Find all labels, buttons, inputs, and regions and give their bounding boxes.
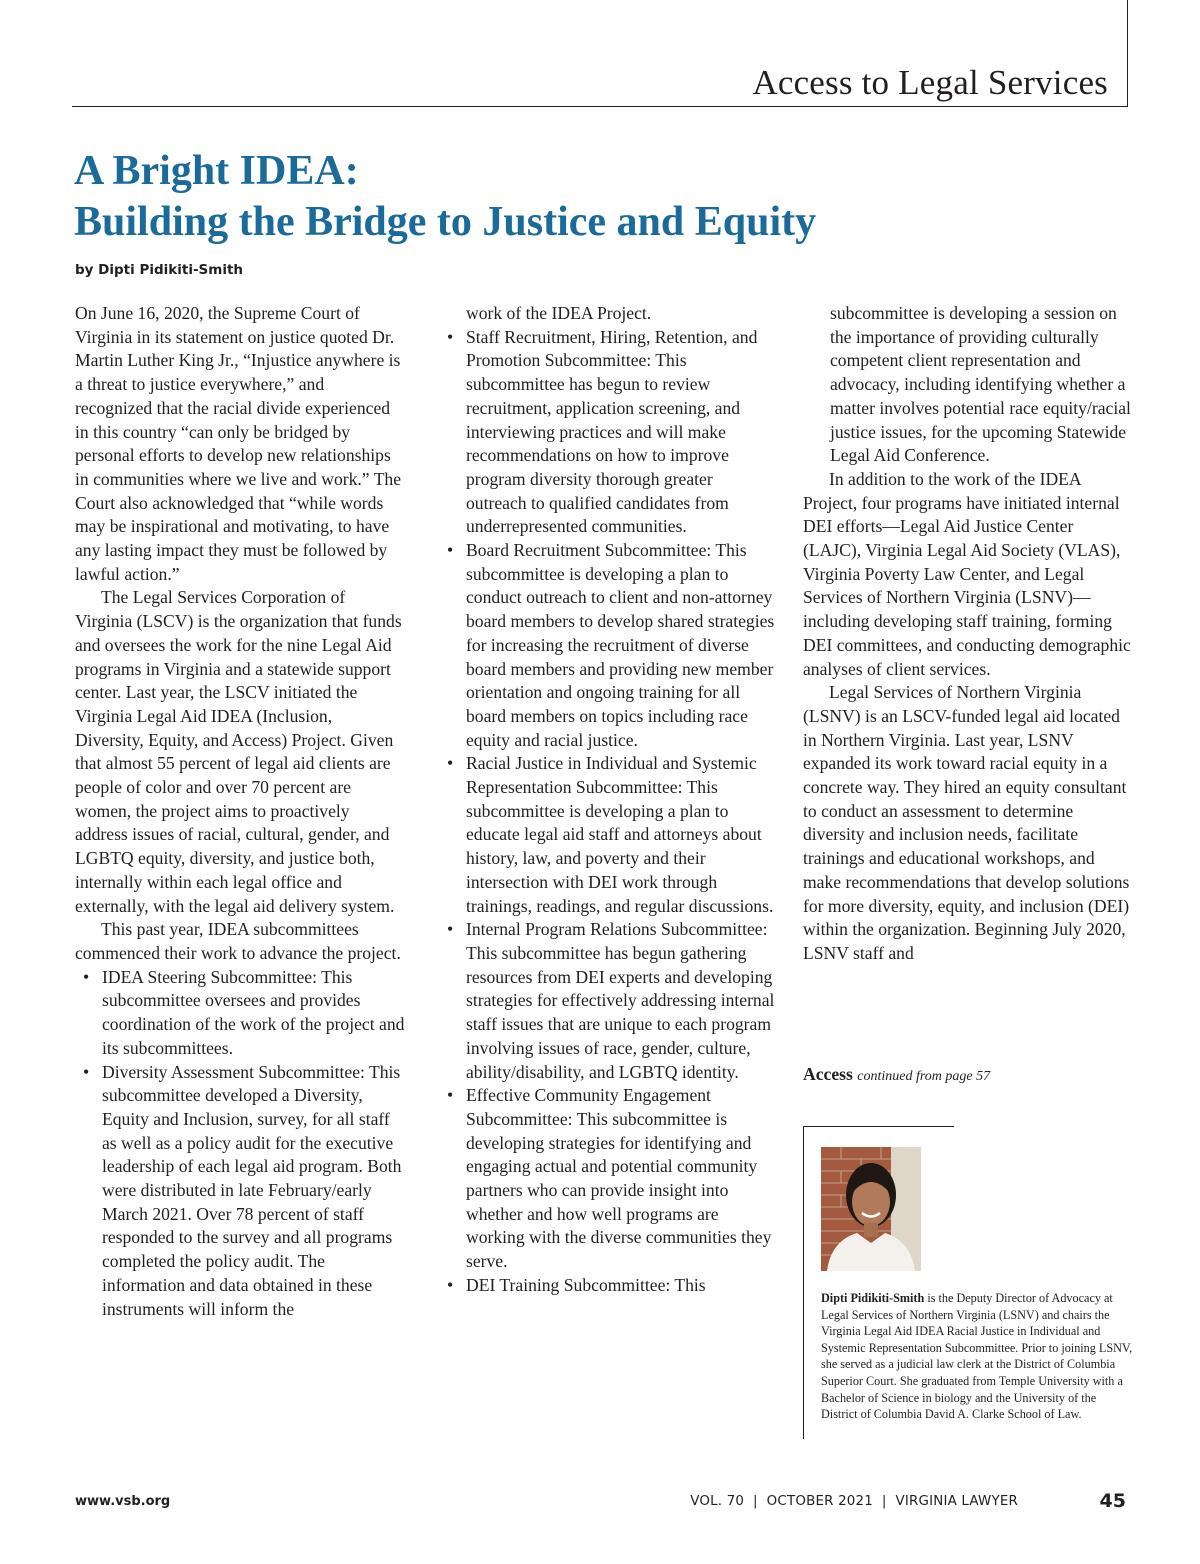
footer-issue: VOL. 70 | OCTOBER 2021 | VIRGINIA LAWYER xyxy=(690,1494,1018,1509)
author-bio-box xyxy=(803,1126,1133,1439)
column-3 xyxy=(803,302,1133,966)
article-title-line-1: A Bright IDEA: xyxy=(74,148,359,194)
list-item: • Internal Program Relations Subcommittee: This subcommittee has begun gathering resources from DEI experts and developing strategies for effectively addressing internal staff issues that are unique to each program involving issues of race, gender, culture, ability/disability, and LGBTQ identity. xyxy=(466,918,776,1084)
list-item: • Board Recruitment Subcommittee: This subcommittee is developing a plan to conduct outreach to client and non-attorney board members to develop shared strategies for increasing the recruitment of diverse board members and providing new member orientation and ongoing training for all board members on topics including race equity and racial justice. xyxy=(466,539,776,752)
section-label: Access to Legal Services xyxy=(752,63,1108,102)
author-bio-text: is the Deputy Director of Advocacy at Legal Services of Northern Virginia (LSNV) and chairs the Virginia Legal Aid IDEA Racial Justice in Individual and Systemic Representation Subcommittee. Prior to joining LSNV, she served as a judicial law clerk at the District of Columbia Superior Court. She graduated from Temple University with a Bachelor of Science in biology and the University of the District of Columbia David A. Clarke School of Law. xyxy=(821,1291,1133,1422)
article-title-line-2: Building the Bridge to Justice and Equity xyxy=(74,199,817,245)
paragraph: Legal Services of Northern Virginia (LSNV) is an LSCV-funded legal aid located in Northern Virginia. Last year, LSNV expanded its work toward racial equity in a concrete way. They hired an equity consultant to conduct an assessment to determine diversity and inclusion needs, facilitate trainings and educational workshops, and make recommendations that develop solutions for more diversity, equity, and inclusion (DEI) within the organization. Beginning July 2020, LSNV staff and xyxy=(803,682,1130,963)
author-bio xyxy=(821,1290,1133,1423)
continued-list-item: work of the IDEA Project. xyxy=(466,303,652,323)
list-item: • IDEA Steering Subcommittee: This subcommittee oversees and provides coordination of the work of the project and its subcommittees. xyxy=(75,966,405,1061)
author-photo xyxy=(821,1147,921,1271)
list-item: • Diversity Assessment Subcommittee: This subcommittee developed a Diversity, Equity and Inclusion, survey, for all staff as well as a policy audit for the executive leadership of each legal aid program. Both were distributed in late February/early March 2021. Over 78 percent of staff responded to the survey and all programs completed the policy audit. The information and data obtained in these instruments will inform the xyxy=(75,1061,405,1322)
continued-list-item: subcommittee is developing a session on the importance of providing culturally competent client representation and advocacy, including identifying whether a matter involves potential race equity/racial justice issues, for the upcoming Statewide Legal Aid Conference. xyxy=(830,303,1131,466)
column-2 xyxy=(466,302,776,1298)
header-rule xyxy=(72,106,1128,107)
continuation-reference xyxy=(803,1064,990,1085)
paragraph: On June 16, 2020, the Supreme Court of Virginia in its statement on justice quoted Dr. Martin Luther King Jr., “Injustice anywhere is a threat to justice everywhere,” and recognized that the racial divide experienced in this country “can only be bridged by personal efforts to develop new relationships in communities where we live and work.” The Court also acknowledged that “while words may be inspirational and motivating, to have any lasting impact they must be followed by lawful action.” xyxy=(75,303,402,584)
paragraph: In addition to the work of the IDEA Project, four programs have initiated internal DEI efforts—Legal Aid Justice Center (LAJC), Virginia Legal Aid Society (VLAS), Virginia Poverty Law Center, and Legal Services of Northern Virginia (LSNV)—including developing staff training, forming DEI committees, and conducting demographic analyses of client services. xyxy=(803,468,1131,679)
page-number: 45 xyxy=(1099,1490,1126,1512)
subcommittee-list xyxy=(75,966,405,1322)
byline: by Dipti Pidikiti-Smith xyxy=(75,262,244,278)
subcommittee-list xyxy=(466,326,776,1298)
list-item: • Staff Recruitment, Hiring, Retention, and Promotion Subcommittee: This subcommittee has begun to review recruitment, application screening, and interviewing practices and will make recommendations on how to improve program diversity thorough greater outreach to qualified candidates from underrepresented communities. xyxy=(466,326,776,539)
article-title xyxy=(74,146,816,248)
footer-website: www.vsb.org xyxy=(75,1494,171,1509)
list-item: • Effective Community Engagement Subcommittee: This subcommittee is developing strategies for identifying and engaging actual and potential community partners who can provide insight into whether and how well programs are working with the diverse communities they serve. xyxy=(466,1084,776,1274)
list-item: • DEI Training Subcommittee: This xyxy=(466,1274,776,1298)
continuation-keyword: Access xyxy=(803,1064,853,1084)
header-corner-rule xyxy=(1127,0,1128,107)
list-item: • Racial Justice in Individual and Systemic Representation Subcommittee: This subcommittee is developing a plan to educate legal aid staff and attorneys about history, law, and poverty and their intersection with DEI work through trainings, readings, and regular discussions. xyxy=(466,752,776,918)
continuation-note: continued from page 57 xyxy=(857,1069,991,1084)
column-1 xyxy=(75,302,405,1321)
paragraph: The Legal Services Corporation of Virginia (LSCV) is the organization that funds and oversees the work for the nine Legal Aid programs in Virginia and a statewide support center. Last year, the LSCV initiated the Virginia Legal Aid IDEA (Inclusion, Diversity, Equity, and Access) Project. Given that almost 55 percent of legal aid clients are people of color and over 70 percent are women, the project aims to proactively address issues of racial, cultural, gender, and LGBTQ equity, diversity, and justice both, internally within each legal office and externally, with the legal aid delivery system. xyxy=(75,587,402,916)
paragraph: This past year, IDEA subcommittees commenced their work to advance the project. xyxy=(75,919,401,963)
author-name: Dipti Pidikiti-Smith xyxy=(821,1291,925,1305)
